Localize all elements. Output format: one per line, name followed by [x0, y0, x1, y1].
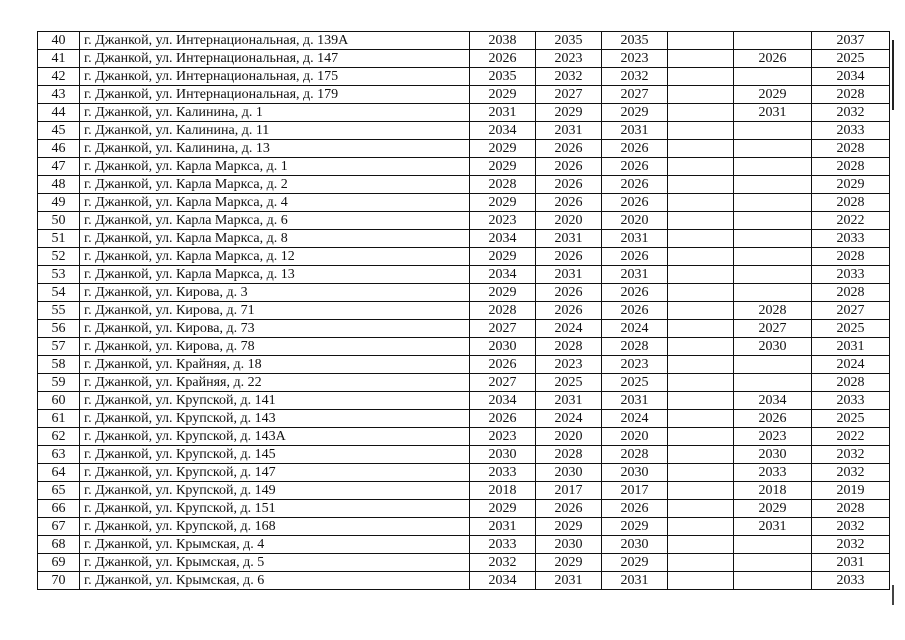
address-cell: г. Джанкой, ул. Карла Маркса, д. 1: [80, 158, 470, 176]
year-cell-col6: 2019: [812, 482, 890, 500]
year-cell-col6: 2022: [812, 212, 890, 230]
year-cell-col3: 2031: [602, 392, 668, 410]
year-cell-col2: 2031: [536, 230, 602, 248]
year-cell-col3: 2026: [602, 158, 668, 176]
year-cell-col5: 2026: [734, 410, 812, 428]
row-number-cell: 61: [38, 410, 80, 428]
year-cell-col3: 2031: [602, 230, 668, 248]
year-cell-col6: 2025: [812, 410, 890, 428]
table-row: [38, 320, 890, 338]
table-row: [38, 536, 890, 554]
row-number-cell: 50: [38, 212, 80, 230]
address-cell: г. Джанкой, ул. Калинина, д. 1: [80, 104, 470, 122]
year-cell-col2: 2020: [536, 428, 602, 446]
year-cell-col3: 2020: [602, 212, 668, 230]
year-cell-col2: 2026: [536, 284, 602, 302]
year-cell-col5: 2028: [734, 302, 812, 320]
year-cell-col3: 2024: [602, 320, 668, 338]
year-cell-col5: [734, 158, 812, 176]
address-cell: г. Джанкой, ул. Крупской, д. 141: [80, 392, 470, 410]
year-cell-col2: 2020: [536, 212, 602, 230]
year-cell-col6: 2027: [812, 302, 890, 320]
address-cell: г. Джанкой, ул. Крайняя, д. 22: [80, 374, 470, 392]
year-cell-col1: 2029: [470, 86, 536, 104]
address-cell: г. Джанкой, ул. Интернациональная, д. 179: [80, 86, 470, 104]
year-cell-col3: 2026: [602, 248, 668, 266]
year-cell-col4: [668, 248, 734, 266]
year-cell-col6: 2028: [812, 374, 890, 392]
table-row: [38, 572, 890, 590]
year-cell-col6: 2032: [812, 536, 890, 554]
year-cell-col2: 2024: [536, 320, 602, 338]
address-cell: г. Джанкой, ул. Крупской, д. 145: [80, 446, 470, 464]
address-cell: г. Джанкой, ул. Кирова, д. 78: [80, 338, 470, 356]
year-cell-col3: 2035: [602, 32, 668, 50]
table-row: [38, 374, 890, 392]
year-cell-col6: 2025: [812, 320, 890, 338]
year-cell-col5: [734, 230, 812, 248]
year-cell-col6: 2033: [812, 122, 890, 140]
table-row: [38, 410, 890, 428]
address-cell: г. Джанкой, ул. Карла Маркса, д. 12: [80, 248, 470, 266]
year-cell-col1: 2029: [470, 284, 536, 302]
row-number-cell: 47: [38, 158, 80, 176]
year-cell-col4: [668, 392, 734, 410]
year-cell-col5: 2034: [734, 392, 812, 410]
address-cell: г. Джанкой, ул. Интернациональная, д. 139А: [80, 32, 470, 50]
address-cell: г. Джанкой, ул. Крайняя, д. 18: [80, 356, 470, 374]
table-row: [38, 482, 890, 500]
year-cell-col6: 2022: [812, 428, 890, 446]
year-cell-col1: 2023: [470, 212, 536, 230]
row-number-cell: 40: [38, 32, 80, 50]
table-row: [38, 230, 890, 248]
year-cell-col6: 2025: [812, 50, 890, 68]
address-cell: г. Джанкой, ул. Карла Маркса, д. 6: [80, 212, 470, 230]
address-cell: г. Джанкой, ул. Калинина, д. 11: [80, 122, 470, 140]
table-row: [38, 140, 890, 158]
year-cell-col1: 2029: [470, 158, 536, 176]
year-cell-col5: [734, 248, 812, 266]
year-cell-col1: 2031: [470, 104, 536, 122]
year-cell-col5: 2027: [734, 320, 812, 338]
row-number-cell: 62: [38, 428, 80, 446]
year-cell-col4: [668, 122, 734, 140]
row-number-cell: 51: [38, 230, 80, 248]
year-cell-col5: 2023: [734, 428, 812, 446]
year-cell-col6: 2028: [812, 140, 890, 158]
year-cell-col6: 2028: [812, 194, 890, 212]
table-row: [38, 158, 890, 176]
year-cell-col1: 2034: [470, 122, 536, 140]
year-cell-col3: 2026: [602, 500, 668, 518]
row-number-cell: 60: [38, 392, 80, 410]
year-cell-col6: 2028: [812, 284, 890, 302]
year-cell-col6: 2032: [812, 446, 890, 464]
year-cell-col5: [734, 266, 812, 284]
year-cell-col2: 2026: [536, 194, 602, 212]
year-cell-col1: 2029: [470, 248, 536, 266]
table-row: [38, 464, 890, 482]
row-number-cell: 69: [38, 554, 80, 572]
year-cell-col1: 2029: [470, 500, 536, 518]
year-cell-col6: 2033: [812, 572, 890, 590]
year-cell-col5: [734, 122, 812, 140]
housing-repair-schedule-table: [37, 31, 890, 590]
year-cell-col2: 2031: [536, 572, 602, 590]
row-number-cell: 65: [38, 482, 80, 500]
year-cell-col4: [668, 32, 734, 50]
row-number-cell: 48: [38, 176, 80, 194]
year-cell-col3: 2028: [602, 446, 668, 464]
year-cell-col5: 2026: [734, 50, 812, 68]
year-cell-col1: 2028: [470, 302, 536, 320]
year-cell-col2: 2024: [536, 410, 602, 428]
table-row: [38, 446, 890, 464]
year-cell-col5: 2031: [734, 518, 812, 536]
year-cell-col5: 2029: [734, 86, 812, 104]
year-cell-col5: 2030: [734, 338, 812, 356]
year-cell-col1: 2023: [470, 428, 536, 446]
year-cell-col6: 2029: [812, 176, 890, 194]
address-cell: г. Джанкой, ул. Карла Маркса, д. 2: [80, 176, 470, 194]
year-cell-col1: 2034: [470, 230, 536, 248]
table-row: [38, 500, 890, 518]
year-cell-col6: 2034: [812, 68, 890, 86]
year-cell-col3: 2026: [602, 194, 668, 212]
year-cell-col5: [734, 176, 812, 194]
row-number-cell: 68: [38, 536, 80, 554]
year-cell-col6: 2033: [812, 392, 890, 410]
year-cell-col1: 2027: [470, 320, 536, 338]
year-cell-col3: 2026: [602, 140, 668, 158]
address-cell: г. Джанкой, ул. Крупской, д. 143: [80, 410, 470, 428]
year-cell-col2: 2031: [536, 122, 602, 140]
scan-edge-mark: [892, 40, 894, 110]
row-number-cell: 59: [38, 374, 80, 392]
table-row: [38, 104, 890, 122]
year-cell-col3: 2026: [602, 284, 668, 302]
table-row: [38, 50, 890, 68]
year-cell-col6: 2031: [812, 554, 890, 572]
year-cell-col5: 2018: [734, 482, 812, 500]
year-cell-col2: 2026: [536, 140, 602, 158]
row-number-cell: 41: [38, 50, 80, 68]
year-cell-col1: 2038: [470, 32, 536, 50]
year-cell-col4: [668, 266, 734, 284]
year-cell-col1: 2026: [470, 410, 536, 428]
address-cell: г. Джанкой, ул. Калинина, д. 13: [80, 140, 470, 158]
year-cell-col3: 2023: [602, 356, 668, 374]
year-cell-col2: 2023: [536, 50, 602, 68]
address-cell: г. Джанкой, ул. Интернациональная, д. 175: [80, 68, 470, 86]
year-cell-col2: 2026: [536, 500, 602, 518]
row-number-cell: 66: [38, 500, 80, 518]
row-number-cell: 53: [38, 266, 80, 284]
year-cell-col4: [668, 554, 734, 572]
year-cell-col1: 2032: [470, 554, 536, 572]
year-cell-col6: 2032: [812, 104, 890, 122]
year-cell-col3: 2029: [602, 554, 668, 572]
year-cell-col4: [668, 302, 734, 320]
table-row: [38, 428, 890, 446]
address-cell: г. Джанкой, ул. Крупской, д. 147: [80, 464, 470, 482]
year-cell-col6: 2028: [812, 500, 890, 518]
year-cell-col1: 2029: [470, 140, 536, 158]
year-cell-col2: 2035: [536, 32, 602, 50]
year-cell-col2: 2026: [536, 248, 602, 266]
table-row: [38, 176, 890, 194]
year-cell-col6: 2024: [812, 356, 890, 374]
year-cell-col2: 2030: [536, 464, 602, 482]
address-cell: г. Джанкой, ул. Кирова, д. 73: [80, 320, 470, 338]
year-cell-col4: [668, 86, 734, 104]
address-cell: г. Джанкой, ул. Крымская, д. 6: [80, 572, 470, 590]
year-cell-col2: 2026: [536, 176, 602, 194]
year-cell-col5: [734, 356, 812, 374]
row-number-cell: 52: [38, 248, 80, 266]
year-cell-col2: 2026: [536, 158, 602, 176]
year-cell-col5: [734, 554, 812, 572]
row-number-cell: 63: [38, 446, 80, 464]
year-cell-col4: [668, 104, 734, 122]
year-cell-col2: 2030: [536, 536, 602, 554]
year-cell-col3: 2031: [602, 572, 668, 590]
row-number-cell: 46: [38, 140, 80, 158]
year-cell-col4: [668, 536, 734, 554]
table-row: [38, 248, 890, 266]
year-cell-col2: 2023: [536, 356, 602, 374]
year-cell-col6: 2033: [812, 230, 890, 248]
year-cell-col6: 2031: [812, 338, 890, 356]
row-number-cell: 55: [38, 302, 80, 320]
year-cell-col2: 2026: [536, 302, 602, 320]
year-cell-col3: 2030: [602, 464, 668, 482]
table-row: [38, 356, 890, 374]
year-cell-col4: [668, 158, 734, 176]
table-row: [38, 284, 890, 302]
table-row: [38, 32, 890, 50]
table-row: [38, 266, 890, 284]
table-body: [38, 32, 890, 590]
row-number-cell: 70: [38, 572, 80, 590]
address-cell: г. Джанкой, ул. Крупской, д. 151: [80, 500, 470, 518]
year-cell-col1: 2026: [470, 356, 536, 374]
year-cell-col5: [734, 140, 812, 158]
year-cell-col4: [668, 374, 734, 392]
year-cell-col5: [734, 536, 812, 554]
year-cell-col4: [668, 284, 734, 302]
year-cell-col3: 2028: [602, 338, 668, 356]
year-cell-col3: 2026: [602, 176, 668, 194]
year-cell-col1: 2035: [470, 68, 536, 86]
year-cell-col5: 2031: [734, 104, 812, 122]
year-cell-col6: 2033: [812, 266, 890, 284]
year-cell-col1: 2028: [470, 176, 536, 194]
year-cell-col4: [668, 572, 734, 590]
table-row: [38, 212, 890, 230]
year-cell-col1: 2033: [470, 464, 536, 482]
year-cell-col5: 2030: [734, 446, 812, 464]
year-cell-col3: 2024: [602, 410, 668, 428]
year-cell-col6: 2032: [812, 464, 890, 482]
address-cell: г. Джанкой, ул. Крупской, д. 149: [80, 482, 470, 500]
year-cell-col2: 2029: [536, 518, 602, 536]
year-cell-col3: 2025: [602, 374, 668, 392]
year-cell-col4: [668, 500, 734, 518]
year-cell-col3: 2027: [602, 86, 668, 104]
address-cell: г. Джанкой, ул. Карла Маркса, д. 4: [80, 194, 470, 212]
row-number-cell: 49: [38, 194, 80, 212]
year-cell-col3: 2031: [602, 122, 668, 140]
year-cell-col4: [668, 230, 734, 248]
year-cell-col5: [734, 284, 812, 302]
year-cell-col1: 2031: [470, 518, 536, 536]
address-cell: г. Джанкой, ул. Карла Маркса, д. 13: [80, 266, 470, 284]
address-cell: г. Джанкой, ул. Крымская, д. 4: [80, 536, 470, 554]
year-cell-col3: 2026: [602, 302, 668, 320]
year-cell-col1: 2033: [470, 536, 536, 554]
row-number-cell: 42: [38, 68, 80, 86]
year-cell-col3: 2030: [602, 536, 668, 554]
year-cell-col1: 2034: [470, 392, 536, 410]
year-cell-col1: 2030: [470, 338, 536, 356]
row-number-cell: 64: [38, 464, 80, 482]
year-cell-col6: 2028: [812, 158, 890, 176]
year-cell-col2: 2032: [536, 68, 602, 86]
year-cell-col4: [668, 482, 734, 500]
year-cell-col4: [668, 176, 734, 194]
year-cell-col4: [668, 338, 734, 356]
table-row: [38, 86, 890, 104]
year-cell-col4: [668, 212, 734, 230]
table-row: [38, 122, 890, 140]
year-cell-col4: [668, 320, 734, 338]
year-cell-col2: 2029: [536, 554, 602, 572]
year-cell-col3: 2017: [602, 482, 668, 500]
year-cell-col5: 2029: [734, 500, 812, 518]
year-cell-col5: [734, 212, 812, 230]
year-cell-col1: 2027: [470, 374, 536, 392]
address-cell: г. Джанкой, ул. Карла Маркса, д. 8: [80, 230, 470, 248]
address-cell: г. Джанкой, ул. Крымская, д. 5: [80, 554, 470, 572]
row-number-cell: 67: [38, 518, 80, 536]
table-row: [38, 392, 890, 410]
year-cell-col5: [734, 68, 812, 86]
year-cell-col4: [668, 410, 734, 428]
year-cell-col4: [668, 356, 734, 374]
address-cell: г. Джанкой, ул. Кирова, д. 71: [80, 302, 470, 320]
year-cell-col5: 2033: [734, 464, 812, 482]
row-number-cell: 57: [38, 338, 80, 356]
row-number-cell: 43: [38, 86, 80, 104]
year-cell-col6: 2028: [812, 86, 890, 104]
year-cell-col2: 2028: [536, 338, 602, 356]
address-cell: г. Джанкой, ул. Крупской, д. 143А: [80, 428, 470, 446]
year-cell-col5: [734, 32, 812, 50]
year-cell-col4: [668, 194, 734, 212]
year-cell-col3: 2023: [602, 50, 668, 68]
year-cell-col3: 2032: [602, 68, 668, 86]
year-cell-col3: 2020: [602, 428, 668, 446]
table-row: [38, 68, 890, 86]
scan-edge-mark: [892, 585, 894, 605]
year-cell-col1: 2029: [470, 194, 536, 212]
year-cell-col3: 2029: [602, 104, 668, 122]
table-row: [38, 554, 890, 572]
year-cell-col3: 2031: [602, 266, 668, 284]
address-cell: г. Джанкой, ул. Кирова, д. 3: [80, 284, 470, 302]
year-cell-col6: 2037: [812, 32, 890, 50]
year-cell-col3: 2029: [602, 518, 668, 536]
year-cell-col4: [668, 518, 734, 536]
table-row: [38, 302, 890, 320]
year-cell-col4: [668, 50, 734, 68]
year-cell-col2: 2027: [536, 86, 602, 104]
year-cell-col2: 2028: [536, 446, 602, 464]
year-cell-col1: 2026: [470, 50, 536, 68]
year-cell-col4: [668, 68, 734, 86]
row-number-cell: 58: [38, 356, 80, 374]
table-row: [38, 194, 890, 212]
year-cell-col2: 2017: [536, 482, 602, 500]
address-cell: г. Джанкой, ул. Интернациональная, д. 147: [80, 50, 470, 68]
table-row: [38, 518, 890, 536]
year-cell-col6: 2032: [812, 518, 890, 536]
year-cell-col2: 2029: [536, 104, 602, 122]
row-number-cell: 45: [38, 122, 80, 140]
address-cell: г. Джанкой, ул. Крупской, д. 168: [80, 518, 470, 536]
year-cell-col6: 2028: [812, 248, 890, 266]
year-cell-col4: [668, 464, 734, 482]
year-cell-col4: [668, 140, 734, 158]
year-cell-col4: [668, 428, 734, 446]
year-cell-col2: 2031: [536, 266, 602, 284]
year-cell-col5: [734, 194, 812, 212]
year-cell-col5: [734, 374, 812, 392]
year-cell-col1: 2030: [470, 446, 536, 464]
year-cell-col1: 2018: [470, 482, 536, 500]
year-cell-col2: 2025: [536, 374, 602, 392]
year-cell-col5: [734, 572, 812, 590]
year-cell-col2: 2031: [536, 392, 602, 410]
row-number-cell: 56: [38, 320, 80, 338]
row-number-cell: 54: [38, 284, 80, 302]
year-cell-col4: [668, 446, 734, 464]
table-row: [38, 338, 890, 356]
row-number-cell: 44: [38, 104, 80, 122]
year-cell-col1: 2034: [470, 572, 536, 590]
year-cell-col1: 2034: [470, 266, 536, 284]
